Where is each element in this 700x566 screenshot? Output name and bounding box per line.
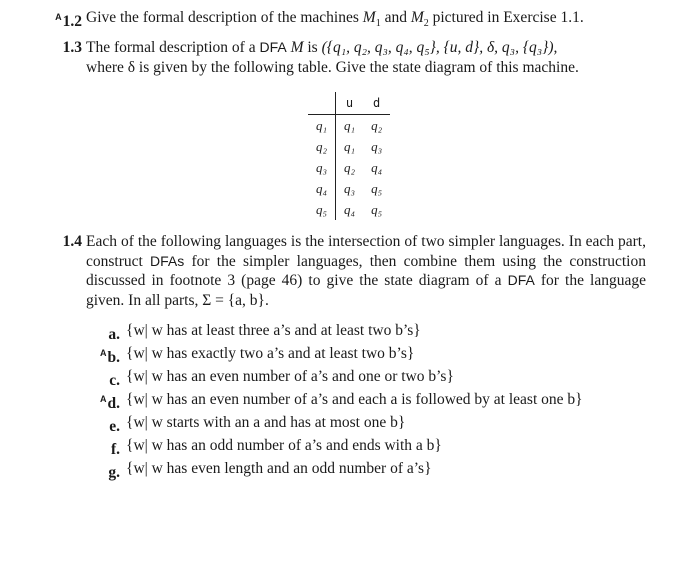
list-item: c. {w| w has an even number of a’s and one or two b’s} [109, 368, 454, 389]
list-item: e. {w| w starts with an a and has at most one b} [109, 414, 406, 435]
column-header: u [336, 92, 364, 115]
exercise-number: 1.4 [62, 233, 82, 250]
answer-marker: A [100, 394, 107, 404]
exercise-number: 1.3 [62, 39, 82, 56]
exercise-1-4 [46, 232, 646, 310]
list-item: $^A$d. {w| w has an even number of a’s and each a is followed by at least one b} [100, 391, 583, 412]
table-row: q₄ q₃ q₅ [308, 178, 390, 199]
table-row: q₅ q₄ q₅ [308, 199, 390, 220]
formal-tuple: ({q₁, q₂, q₃, q₄, q₅}, {u, d}, δ, q₃, {q₃}), [321, 39, 558, 56]
exercise-text: Give the formal description of the machines $M_1$ and $M_2$ pictured in Exercise 1.1. [86, 9, 584, 30]
exercise-number: $^A$1.2 [55, 12, 82, 30]
table-row: q₃ q₂ q₄ [308, 157, 390, 178]
table-row: q₂ q₁ q₃ [308, 136, 390, 157]
exercise-text: Each of the following languages is the intersection of two simpler languages. In each part, construct DFAs for the simpler languages, then combine them using the construction discussed in footnote 3 (page 46) to give the state diagram of a DFA for the language given. In all parts, Σ = {a, b}. [86, 233, 646, 309]
exercise-1-2 [46, 8, 646, 34]
table-row: q₁ q₁ q₂ [308, 115, 390, 137]
exercise-text: The formal description of a DFA M is ({q₁, q₂, q₃, q₄, q₅}, {u, d}, δ, q₃, {q₃}), where δ is given by the following table. Give the state diagram of this machine. [86, 39, 579, 76]
exercise-parts-list [86, 319, 646, 480]
transition-table [308, 92, 390, 220]
column-header: d [363, 92, 390, 115]
list-item: $^A$b. {w| w has exactly two a’s and at least two b’s} [100, 345, 415, 366]
answer-marker: A [100, 348, 107, 358]
list-item: f. {w| w has an odd number of a’s and ends with a b} [110, 437, 442, 458]
list-item: a. {w| w has at least three a’s and at least two b’s} [108, 322, 421, 343]
list-item: g. {w| w has even length and an odd number of a’s} [108, 460, 432, 481]
exercise-1-3 [46, 38, 646, 77]
table-header-row [308, 92, 390, 115]
answer-marker: A [55, 12, 62, 22]
